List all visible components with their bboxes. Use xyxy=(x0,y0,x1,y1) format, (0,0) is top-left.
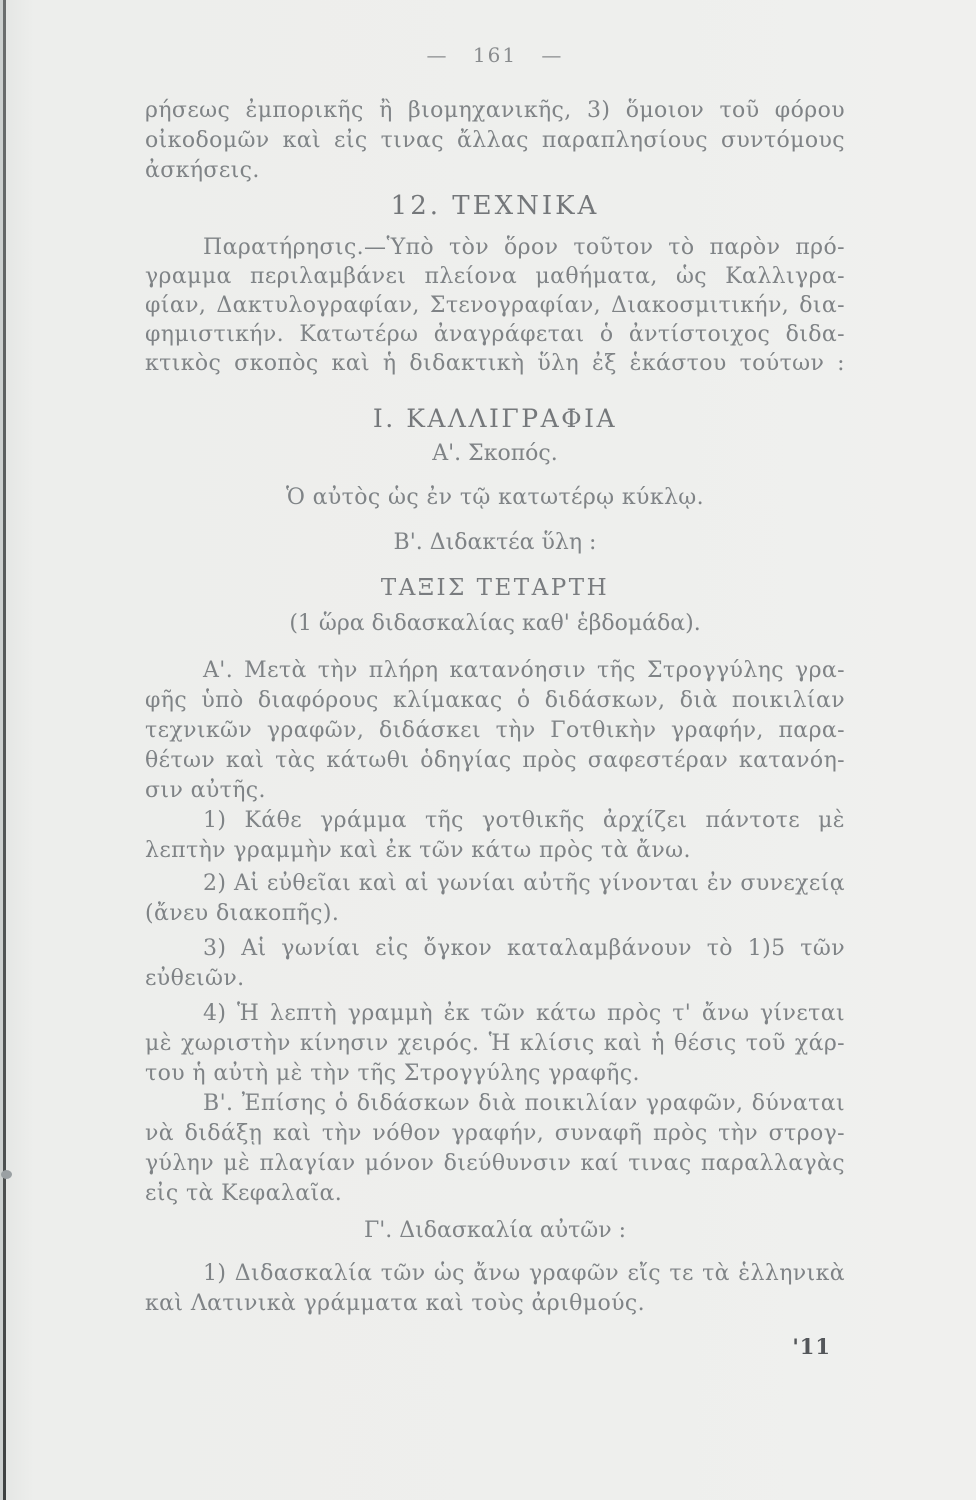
text-line: 1) Διδασκαλία τῶν ὡς ἄνω γραφῶν εἴς τε τὰ ἑλληνικὰ xyxy=(203,1261,845,1286)
text-line: μὲ χωριστὴν κίνησιν χειρός. Ἡ κλίσις καὶ ἡ θέσις τοῦ χάρ- xyxy=(145,1031,845,1056)
text-line: εὐθειῶν. xyxy=(145,966,245,991)
numbered-item-3 xyxy=(145,934,845,994)
text-line: φῆς ὑπὸ διαφόρους κλίμακας ὁ διδάσκων, διὰ ποικιλίαν xyxy=(145,688,845,713)
text-line: ἀσκήσεις. xyxy=(145,158,260,183)
text-line: 1) Κάθε γράμμα τῆς γοτθικῆς ἀρχίζει πάντοτε μὲ xyxy=(203,808,845,833)
taxis-hours-subtitle: (1 ὥρα διδασκαλίας καθ' ἑβδομάδα). xyxy=(289,611,701,636)
text-line: καὶ Λατινικὰ γράμματα καὶ τοὺς ἀριθμούς. xyxy=(145,1291,645,1316)
text-line: 4) Ἡ λεπτὴ γραμμὴ ἐκ τῶν κάτω πρὸς τ' ἄνω γίνεται xyxy=(203,1001,845,1026)
text-line: λεπτὴν γραμμὴν καὶ ἐκ τῶν κάτω πρὸς τὰ ἄνω. xyxy=(145,838,691,863)
text-line: Α'. Μετὰ τὴν πλήρη κατανόησιν τῆς Στρογγύλης γρα- xyxy=(203,658,845,683)
subheading-didaskalia: Γ'. Διδασκαλία αὐτῶν : xyxy=(363,1218,627,1243)
text-line: Β'. Ἐπίσης ὁ διδάσκων διὰ ποικιλίαν γραφῶν, δύναται xyxy=(203,1091,845,1116)
numbered-item-g1 xyxy=(145,1259,845,1319)
paragraph-b xyxy=(145,1089,845,1209)
text-line: φίαν, Δακτυλογραφίαν, Στενογραφίαν, Διακοσμιτικήν, δια- xyxy=(145,293,845,318)
skopos-text: Ὁ αὐτὸς ὡς ἐν τῷ κατωτέρῳ κύκλῳ. xyxy=(285,485,705,510)
section-heading-kalligrafia: Ι. ΚΑΛΛΙΓΡΑΦΙΑ xyxy=(372,404,618,433)
text-line: γύλην μὲ πλαγίαν μόνον διεύθυνσιν καί τινας παραλλαγὰς xyxy=(145,1151,845,1176)
text-line: κτικὸς σκοπὸς καὶ ἡ διδακτικὴ ὕλη ἐξ ἑκάστου τούτων : xyxy=(145,351,845,376)
numbered-item-1 xyxy=(145,806,845,866)
page-number: — 161 — xyxy=(426,43,564,67)
text-line: οἰκοδομῶν καὶ εἰς τινας ἄλλας παραπλησίους συντόμους xyxy=(145,128,845,153)
binding-edge-line xyxy=(3,0,6,1500)
text-line: τεχνικῶν γραφῶν, διδάσκει τὴν Γοτθικὴν γραφήν, παρα- xyxy=(145,718,845,743)
numbered-item-4 xyxy=(145,999,845,1089)
numbered-item-2 xyxy=(145,869,845,929)
subheading-skopos: Α'. Σκοπός. xyxy=(432,441,558,466)
text-line: νὰ διδάξῃ καὶ τὴν νόθον γραφήν, συναφῆ πρὸς τὴν στρογ- xyxy=(145,1121,845,1146)
text-line: 3) Αἱ γωνίαι εἰς ὄγκον καταλαμβάνουν τὸ 1)5 τῶν xyxy=(203,936,845,961)
binding-edge-mark xyxy=(1,1170,12,1179)
text-line: θέτων καὶ τὰς κάτωθι ὁδηγίας πρὸς σαφεστέραν κατανόη- xyxy=(145,748,845,773)
subheading-didaktea: Β'. Διδακτέα ὕλη : xyxy=(393,530,597,555)
heading-taxis-tetarti: ΤΑΞΙΣ ΤΕΤΑΡΤΗ xyxy=(380,575,610,601)
text-line: Παρατήρησις.—Ὑπὸ τὸν ὅρον τοῦτον τὸ παρὸν πρό- xyxy=(203,235,845,260)
text-line: του ἡ αὐτὴ μὲ τὴν τῆς Στρογγύλης γραφῆς. xyxy=(145,1061,640,1086)
section-heading-technika: 12. ΤΕΧΝΙΚΑ xyxy=(390,191,600,221)
text-line: σιν αὐτῆς. xyxy=(145,778,266,803)
text-line: 2) Αἱ εὐθεῖαι καὶ αἱ γωνίαι αὐτῆς γίνονται ἐν συνεχείᾳ xyxy=(203,871,845,896)
paragraph-intro-continuation xyxy=(145,96,845,186)
text-line: (ἄνευ διακοπῆς). xyxy=(145,901,340,926)
text-line: φημιστικήν. Κατωτέρω ἀναγράφεται ὁ ἀντίστοιχος διδα- xyxy=(145,322,845,347)
text-line: ρήσεως ἐμπορικῆς ἢ βιομηχανικῆς, 3) ὅμοιον τοῦ φόρου xyxy=(145,98,845,123)
paragraph-a xyxy=(145,656,845,806)
text-line: γραμμα περιλαμβάνει πλείονα μαθήματα, ὡς Καλλιγρα- xyxy=(145,264,845,289)
text-line: εἰς τὰ Κεφαλαῖα. xyxy=(145,1181,343,1206)
signature-number: '11 xyxy=(792,1334,831,1359)
page-content xyxy=(145,0,845,1361)
paragraph-paratirisis xyxy=(145,233,845,378)
